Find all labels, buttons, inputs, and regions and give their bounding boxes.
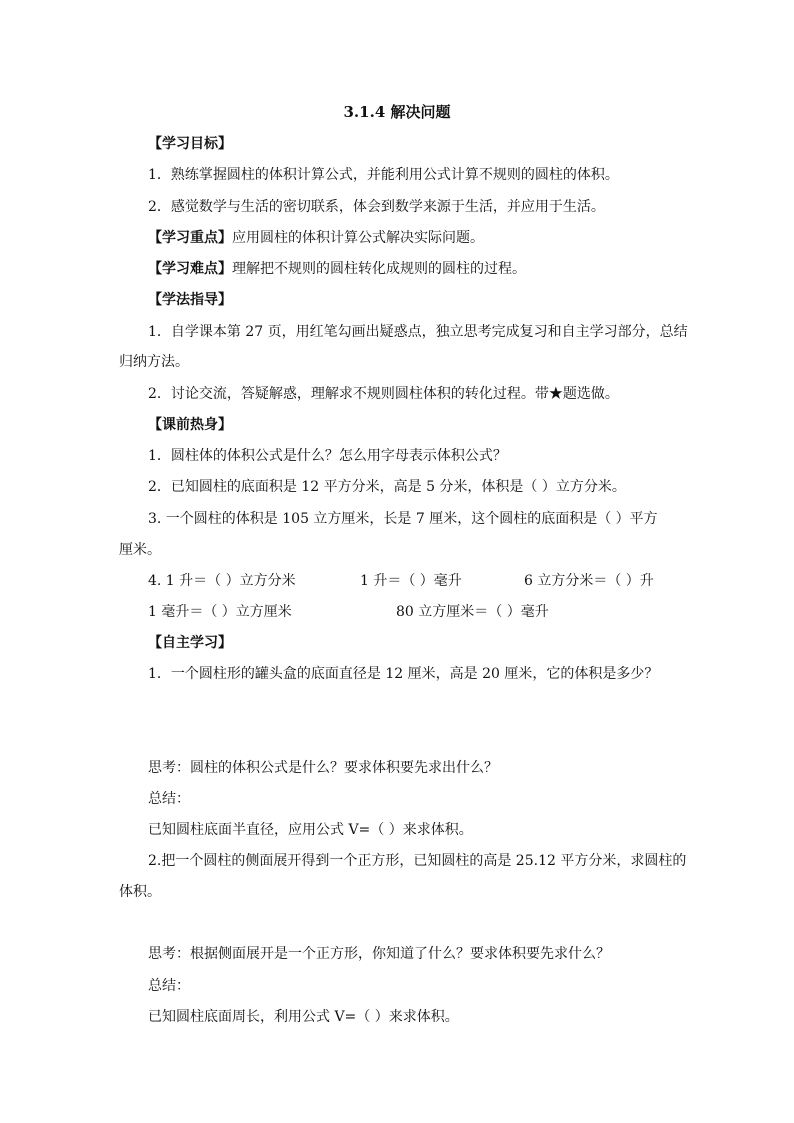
warmup-q4-part2: 1 升＝（ ）毫升 <box>360 573 462 589</box>
warmup-q1: 1．圆柱体的体积公式是什么？怎么用字母表示体积公式？ <box>148 448 507 464</box>
warmup-q4-part1: 4. 1 升＝（ ）立方分米 <box>148 573 296 589</box>
method-heading: 【学法指导】 <box>148 292 232 308</box>
method-item-1b: 归纳方法。 <box>119 354 189 370</box>
warmup-q3a: 3. 一个圆柱的体积是 105 立方厘米，长是 7 厘米，这个圆柱的底面积是（ ）平方 <box>148 511 658 527</box>
warmup-q2: 2．已知圆柱的底面积是 12 平方分米，高是 5 分米，体积是（ ）立方分米。 <box>148 479 626 495</box>
self-study-summary2: 总结： <box>148 978 190 994</box>
self-study-summary1: 总结： <box>148 791 190 807</box>
difficulty-row <box>148 259 526 279</box>
method-item-2: 2．讨论交流，答疑解惑，理解求不规则圆柱体积的转化过程。带★题选做。 <box>148 386 619 402</box>
key-point-heading: 【学习重点】 <box>148 230 232 246</box>
page-title: 3.1.4 解决问题 <box>343 103 451 121</box>
difficulty-heading: 【学习难点】 <box>148 261 232 277</box>
self-study-conclusion2: 已知圆柱底面周长，利用公式 V=（ ）来求体积。 <box>148 1009 459 1025</box>
goals-heading: 【学习目标】 <box>148 136 232 152</box>
self-study-q2a: 2.把一个圆柱的侧面展开得到一个正方形，已知圆柱的高是 25.12 平方分米，求圆柱的 <box>148 853 687 869</box>
goal-item-1: 1．熟练掌握圆柱的体积计算公式，并能利用公式计算不规则的圆柱的体积。 <box>148 167 619 183</box>
method-item-1a: 1．自学课本第 27 页，用红笔勾画出疑惑点，独立思考完成复习和自主学习部分，总结 <box>148 324 688 340</box>
self-study-think1: 思考：圆柱的体积公式是什么？要求体积要先求出什么？ <box>148 760 498 776</box>
warmup-q4-part3: 6 立方分米＝（ ）升 <box>524 573 654 589</box>
warmup-heading: 【课前热身】 <box>148 417 232 433</box>
warmup-q4-part5: 80 立方厘米＝（ ）毫升 <box>396 604 549 620</box>
warmup-q3b: 厘米。 <box>119 542 161 558</box>
self-study-q1: 1．一个圆柱形的罐头盒的底面直径是 12 厘米，高是 20 厘米，它的体积是多少？ <box>148 666 659 682</box>
self-study-heading: 【自主学习】 <box>148 635 232 651</box>
warmup-q4-part4: 1 毫升＝（ ）立方厘米 <box>148 604 292 620</box>
self-study-conclusion1: 已知圆柱底面半直径，应用公式 V=（ ）来求体积。 <box>148 822 473 838</box>
self-study-q2b: 体积。 <box>119 884 161 900</box>
difficulty-text: 理解把不规则的圆柱转化成规则的圆柱的过程。 <box>232 261 526 277</box>
goal-item-2: 2．感觉数学与生活的密切联系，体会到数学来源于生活，并应用于生活。 <box>148 199 605 215</box>
key-point-row <box>148 228 484 248</box>
self-study-think2: 思考：根据侧面展开是一个正方形，你知道了什么？要求体积要先求什么？ <box>148 946 610 962</box>
key-point-text: 应用圆柱的体积计算公式解决实际问题。 <box>232 230 484 246</box>
